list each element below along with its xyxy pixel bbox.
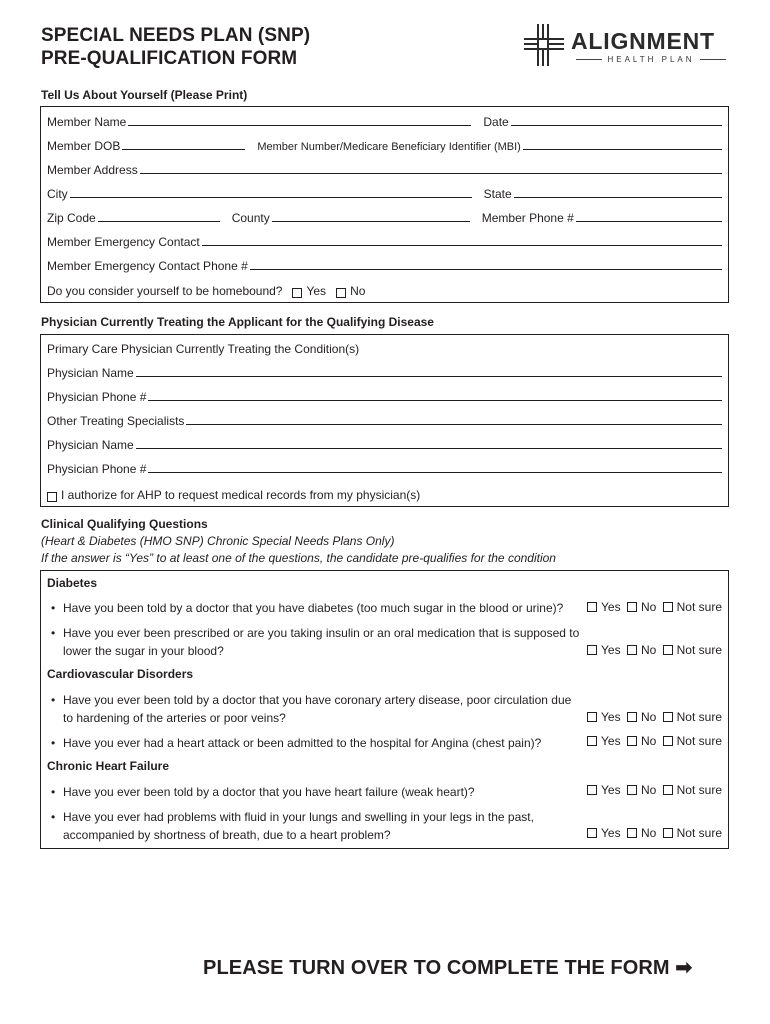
option-no: No (640, 710, 657, 724)
diabetes-question-2: • Have you ever been prescribed or are you taking insulin or an oral medication that is supposed to lower the sugar in your blood? (51, 626, 580, 658)
alignment-logo (524, 24, 734, 70)
date-label: Date (483, 115, 509, 129)
option-yes: Yes (601, 826, 621, 840)
diabetes-title: Diabetes (47, 576, 98, 590)
mbi-field[interactable] (523, 149, 722, 150)
homebound-no-label: No (350, 284, 366, 298)
option-not-sure: Not sure (676, 600, 722, 614)
title-line-2: PRE-QUALIFICATION FORM (41, 48, 298, 69)
option-not-sure: Not sure (676, 643, 722, 657)
clinical-subtitle-2: If the answer is “Yes” to at least one of the questions, the candidate pre-qualifies for the condition (41, 551, 556, 565)
emergency-phone-field[interactable] (250, 269, 722, 270)
diabetes-q2-text: Have you ever been prescribed or are you taking insulin or an oral medication that is supposed to lower the sugar in your blood? (63, 626, 580, 658)
member-address-field[interactable] (140, 173, 722, 174)
diabetes-question-1: • Have you been told by a doctor that you have diabetes (too much sugar in the blood or urine)? (51, 599, 581, 617)
chf-q1-not-sure-checkbox[interactable] (663, 785, 673, 795)
option-no: No (640, 643, 657, 657)
option-no: No (640, 826, 657, 840)
cardio-q2-text: Have you ever had a heart attack or been admitted to the hospital for Angina (chest pain)? (63, 736, 542, 750)
authorize-label: I authorize for AHP to request medical records from my physician(s) (61, 488, 421, 502)
other-specialists-field[interactable] (186, 424, 722, 425)
diabetes-q2-not-sure-checkbox[interactable] (663, 645, 673, 655)
emergency-contact-label: Member Emergency Contact (47, 235, 200, 249)
clinical-section (40, 570, 729, 849)
option-no: No (640, 600, 657, 614)
diabetes-q2-yes-checkbox[interactable] (587, 645, 597, 655)
option-not-sure: Not sure (676, 734, 722, 748)
option-yes: Yes (601, 643, 621, 657)
diabetes-q1-text: Have you been told by a doctor that you have diabetes (too much sugar in the blood or urine)? (63, 601, 564, 615)
diabetes-q1-no-checkbox[interactable] (627, 602, 637, 612)
member-dob-field[interactable] (122, 149, 245, 150)
clinical-heading: Clinical Qualifying Questions (41, 517, 208, 531)
about-section (40, 106, 729, 303)
chf-q2-yes-checkbox[interactable] (587, 828, 597, 838)
about-heading: Tell Us About Yourself (Please Print) (41, 88, 248, 102)
physician-name-field[interactable] (136, 376, 722, 377)
option-no: No (640, 734, 657, 748)
emergency-contact-field[interactable] (202, 245, 722, 246)
homebound-yes-label: Yes (306, 284, 327, 298)
option-no: No (640, 783, 657, 797)
zip-field[interactable] (98, 221, 220, 222)
authorize-checkbox[interactable] (47, 492, 57, 502)
logo-subtitle: HEALTH PLAN (571, 55, 731, 64)
cardio-q2-yes-checkbox[interactable] (587, 736, 597, 746)
physician-phone-2-label: Physician Phone # (47, 462, 147, 476)
diabetes-q1-not-sure-checkbox[interactable] (663, 602, 673, 612)
state-label: State (483, 187, 512, 201)
member-dob-label: Member DOB (47, 139, 121, 153)
option-yes: Yes (601, 734, 621, 748)
diabetes-q1-options (587, 600, 722, 614)
emergency-phone-label: Member Emergency Contact Phone # (47, 259, 248, 273)
cardio-title: Cardiovascular Disorders (47, 667, 194, 681)
logo-name: ALIGNMENT (571, 28, 715, 54)
cardio-q1-not-sure-checkbox[interactable] (663, 712, 673, 722)
option-yes: Yes (601, 710, 621, 724)
cardio-q1-text: Have you ever been told by a doctor that you have coronary artery disease, poor circulation due to hardening of the arteries or poor veins? (63, 693, 572, 725)
alignment-cross-icon (524, 24, 564, 66)
homebound-yes-checkbox[interactable] (292, 288, 302, 298)
option-yes: Yes (601, 783, 621, 797)
chf-q1-no-checkbox[interactable] (627, 785, 637, 795)
physician-phone-label: Physician Phone # (47, 390, 147, 404)
physician-phone-field[interactable] (148, 400, 722, 401)
cardio-q2-options (587, 734, 722, 748)
zip-label: Zip Code (47, 211, 96, 225)
diabetes-q1-yes-checkbox[interactable] (587, 602, 597, 612)
cardio-q1-yes-checkbox[interactable] (587, 712, 597, 722)
member-phone-label: Member Phone # (481, 211, 574, 225)
member-phone-field[interactable] (576, 221, 722, 222)
cardio-q1-options (587, 710, 722, 724)
diabetes-q2-options (587, 643, 722, 657)
member-address-label: Member Address (47, 163, 138, 177)
homebound-question: Do you consider yourself to be homebound? (47, 284, 283, 298)
state-field[interactable] (514, 197, 722, 198)
member-name-label: Member Name (47, 115, 127, 129)
physician-phone-2-field[interactable] (148, 472, 722, 473)
date-field[interactable] (511, 125, 722, 126)
cardio-q1-no-checkbox[interactable] (627, 712, 637, 722)
physician-name-label: Physician Name (47, 366, 134, 380)
turn-over-notice: PLEASE TURN OVER TO COMPLETE THE FORM ➡ (203, 957, 693, 979)
physician-name-2-field[interactable] (136, 448, 722, 449)
chf-q1-yes-checkbox[interactable] (587, 785, 597, 795)
title-line-1: SPECIAL NEEDS PLAN (SNP) (41, 25, 311, 46)
chf-q1-text: Have you ever been told by a doctor that you have heart failure (weak heart)? (63, 785, 475, 799)
city-field[interactable] (70, 197, 472, 198)
chf-question-2: • Have you ever had problems with fluid in your lungs and swelling in your legs in the past, accompanied by shortness of breath, due to a heart problem? (51, 808, 581, 844)
cardio-q2-no-checkbox[interactable] (627, 736, 637, 746)
option-yes: Yes (601, 600, 621, 614)
option-not-sure: Not sure (676, 783, 722, 797)
chf-q2-not-sure-checkbox[interactable] (663, 828, 673, 838)
chf-q2-text: Have you ever had problems with fluid in your lungs and swelling in your legs in the past, accompanied by shortness of breath, due to a heart problem? (63, 810, 534, 842)
chf-title: Chronic Heart Failure (47, 759, 170, 773)
option-not-sure: Not sure (676, 710, 722, 724)
cardio-question-2: • Have you ever had a heart attack or been admitted to the hospital for Angina (chest pain)? (51, 734, 581, 752)
chf-q1-options (587, 783, 722, 797)
physician-heading: Physician Currently Treating the Applicant for the Qualifying Disease (41, 315, 434, 329)
physician-name-2-label: Physician Name (47, 438, 134, 452)
cardio-question-1: • Have you ever been told by a doctor that you have coronary artery disease, poor circulation due to hardening of the arteries or poor veins? (51, 691, 581, 727)
county-field[interactable] (272, 221, 470, 222)
clinical-subtitle-1: (Heart & Diabetes (HMO SNP) Chronic Special Needs Plans Only) (41, 534, 395, 548)
chf-question-1: • Have you ever been told by a doctor that you have heart failure (weak heart)? (51, 783, 581, 801)
county-label: County (231, 211, 270, 225)
diabetes-q2-no-checkbox[interactable] (627, 645, 637, 655)
cardio-q2-not-sure-checkbox[interactable] (663, 736, 673, 746)
mbi-label: Member Number/Medicare Beneficiary Identifier (MBI) (257, 141, 521, 153)
other-specialists-label: Other Treating Specialists (47, 414, 185, 428)
chf-q2-options (587, 826, 722, 840)
chf-q2-no-checkbox[interactable] (627, 828, 637, 838)
homebound-no-checkbox[interactable] (336, 288, 346, 298)
form-title (41, 24, 310, 70)
member-name-field[interactable] (128, 125, 471, 126)
physician-section (40, 334, 729, 507)
pcp-label: Primary Care Physician Currently Treating the Condition(s) (47, 342, 360, 356)
option-not-sure: Not sure (676, 826, 722, 840)
city-label: City (47, 187, 68, 201)
